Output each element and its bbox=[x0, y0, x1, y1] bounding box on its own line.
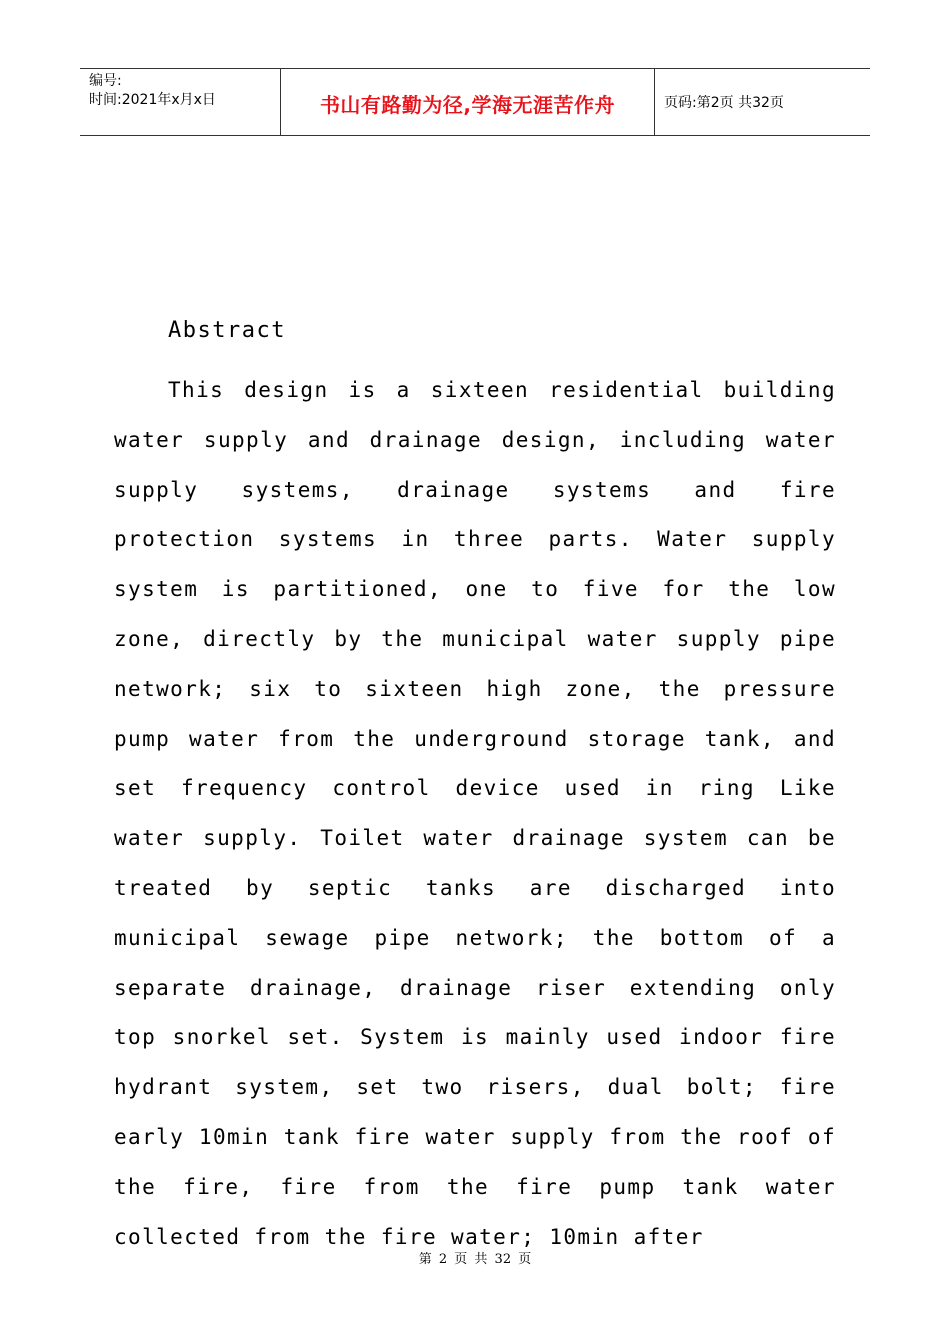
document-paragraph: This design is a sixteen residential building water supply and drainage design, including water supply systems, drainage systems and fire protection systems in three parts. Water supply system is partitioned, one to five for the low zone, directly by the municipal water supply pipe network; six to sixteen high zone, the pressure pump water from the underground storage tank, and set frequency control device used in ring Like water supply. Toilet water drainage system can be treated by septic tanks are discharged into municipal sewage pipe network; the bottom of a separate drainage, drainage riser extending only top snorkel set. System is mainly used indoor fire hydrant system, set two risers, dual bolt; fire early 10min tank fire water supply from the roof of the fire, fire from the fire pump tank water collected from the fire water; 10min after bbox=[114, 378, 836, 1249]
header-motto: 书山有路勤为径,学海无涯苦作舟 bbox=[319, 92, 616, 117]
document-number-label: 编号: bbox=[89, 73, 122, 89]
header-motto-cell bbox=[281, 69, 655, 135]
header-meta bbox=[80, 69, 281, 135]
document-time-label: 时间:2021年x月x日 bbox=[89, 92, 216, 108]
document-title: Abstract bbox=[168, 318, 286, 343]
header-page-info: 页码:第2页 共32页 bbox=[664, 95, 784, 111]
page-header bbox=[80, 68, 870, 136]
page-footer: 第 2 页 共 32 页 bbox=[418, 1252, 532, 1267]
header-page-info-cell bbox=[655, 69, 870, 135]
